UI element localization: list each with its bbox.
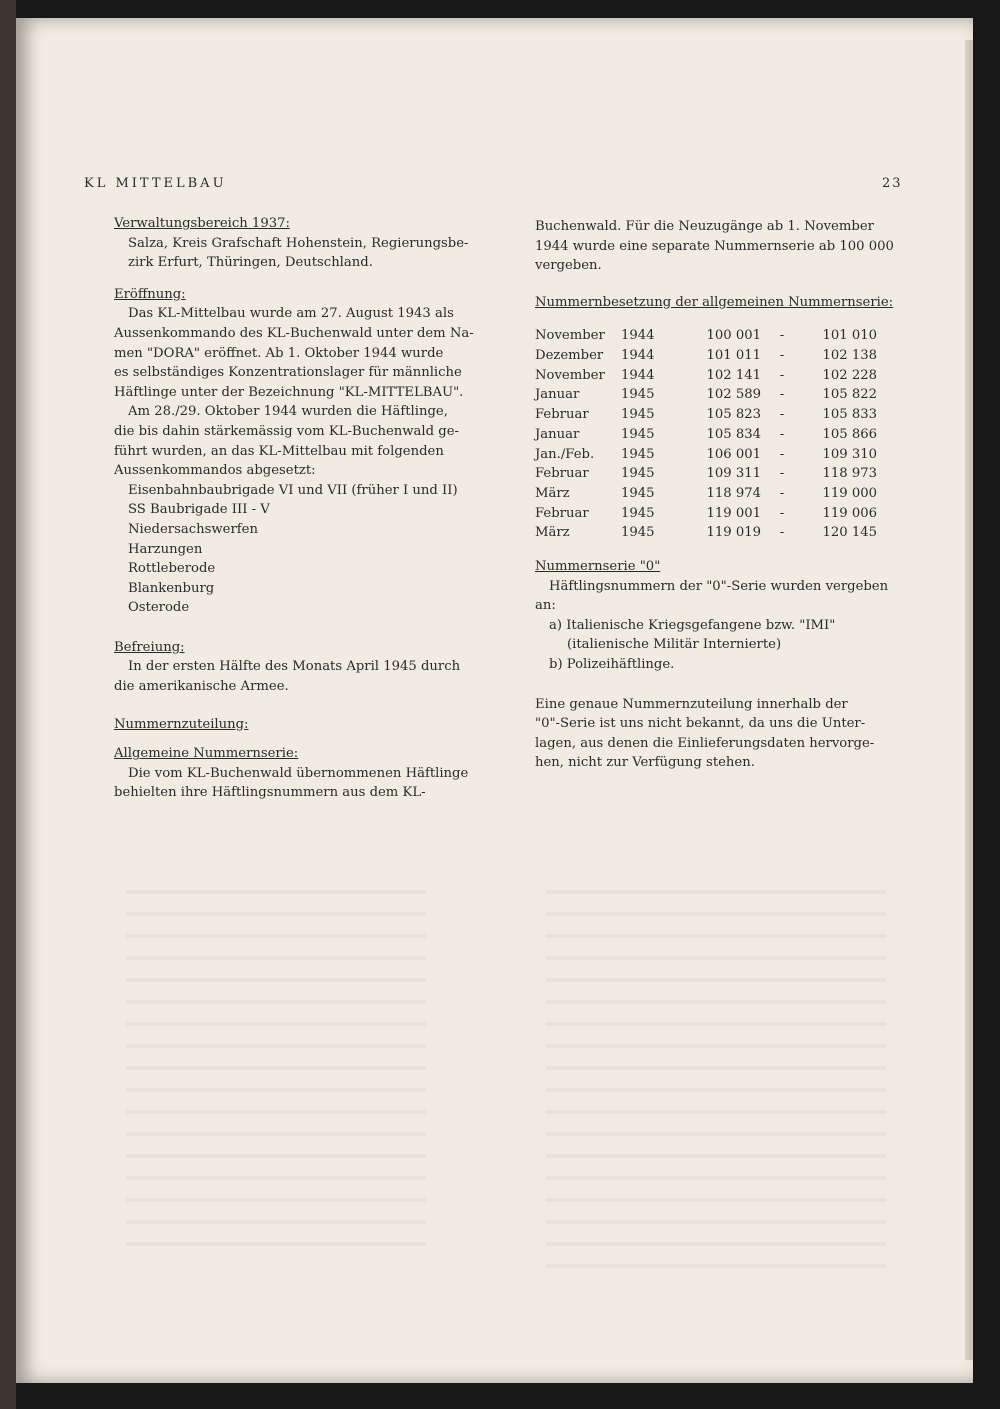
text-line: Buchenwald. Für die Neuzugänge ab 1. November xyxy=(535,219,874,234)
text-line: Am 28./29. Oktober 1944 wurden die Häftlinge, xyxy=(128,404,448,420)
list-item: (italienische Militär Internierte) xyxy=(567,637,782,653)
cell-from: 105 834 xyxy=(706,426,761,442)
cell-to: 102 138 xyxy=(822,348,877,364)
cell-dash: - xyxy=(779,367,785,383)
text-line: zirk Erfurt, Thüringen, Deutschland. xyxy=(128,255,373,271)
kommando-item: Harzungen xyxy=(128,541,203,557)
cell-to: 105 833 xyxy=(822,407,877,423)
cell-month: Januar xyxy=(535,426,580,442)
cell-month: November xyxy=(535,367,605,383)
cell-year: 1945 xyxy=(621,387,655,403)
cell-dash: - xyxy=(779,505,785,521)
binding-strip xyxy=(0,0,16,1409)
text-line: Häftlinge unter der Bezeichnung "KL-MITTELBAU". xyxy=(114,384,464,400)
cell-dash: - xyxy=(779,485,785,501)
right-column xyxy=(535,217,935,773)
cell-from: 119 001 xyxy=(706,505,761,521)
kommando-item: Niedersachswerfen xyxy=(128,521,258,537)
section-heading-verwaltung: Verwaltungsbereich 1937: xyxy=(114,216,290,231)
cell-month: Jan./Feb. xyxy=(535,446,595,462)
cell-from: 102 589 xyxy=(706,387,761,403)
table-row xyxy=(535,445,877,465)
cell-to: 118 973 xyxy=(822,466,877,482)
cell-to: 119 000 xyxy=(822,485,877,501)
cell-from: 101 011 xyxy=(706,348,761,364)
left-column xyxy=(114,214,514,803)
cell-dash: - xyxy=(779,348,785,364)
cell-dash: - xyxy=(779,407,785,423)
text-line: führt wurden, an das KL-Mittelbau mit folgenden xyxy=(114,443,444,459)
cell-year: 1944 xyxy=(621,328,655,344)
cell-year: 1945 xyxy=(621,446,655,462)
cell-to: 119 006 xyxy=(822,505,877,521)
text-line: Die vom KL-Buchenwald übernommenen Häftlinge xyxy=(128,765,469,781)
cell-year: 1945 xyxy=(621,426,655,442)
cell-to: 120 145 xyxy=(822,525,877,541)
section-heading-befreiung: Befreiung: xyxy=(114,639,185,655)
bleed-through-texture xyxy=(126,878,426,1258)
cell-month: März xyxy=(535,485,570,501)
text-line: 1944 wurde eine separate Nummernserie ab 100 000 xyxy=(535,238,894,254)
table-row xyxy=(535,464,877,484)
list-item: a) Italienische Kriegsgefangene bzw. "IMI" xyxy=(549,617,836,633)
cell-dash: - xyxy=(779,446,785,462)
cell-year: 1945 xyxy=(621,525,655,541)
cell-month: Dezember xyxy=(535,348,604,364)
cell-to: 102 228 xyxy=(822,367,877,383)
kommando-item: Blankenburg xyxy=(128,580,215,596)
cell-year: 1944 xyxy=(621,367,655,383)
section-heading-allgemeine: Allgemeine Nummernserie: xyxy=(114,746,299,762)
table-row xyxy=(535,425,877,445)
page-edge xyxy=(965,40,973,1360)
kommando-item: SS Baubrigade III - V xyxy=(128,502,270,518)
table-row xyxy=(535,484,877,504)
section-heading-serie0: Nummernserie "0" xyxy=(535,558,661,574)
table-row xyxy=(535,346,877,366)
table-row xyxy=(535,523,877,543)
cell-from: 102 141 xyxy=(706,367,761,383)
text-line: hen, nicht zur Verfügung stehen. xyxy=(535,755,755,771)
cell-month: Februar xyxy=(535,466,589,482)
table-row xyxy=(535,366,877,386)
cell-dash: - xyxy=(779,466,785,482)
list-item: b) Polizeihäftlinge. xyxy=(549,656,675,672)
text-line: Aussenkommandos abgesetzt: xyxy=(114,463,316,479)
cell-to: 105 822 xyxy=(822,387,877,403)
cell-to: 105 866 xyxy=(822,426,877,442)
cell-dash: - xyxy=(779,525,785,541)
cell-from: 118 974 xyxy=(706,485,761,501)
text-line: Aussenkommando des KL-Buchenwald unter dem Na- xyxy=(114,325,474,341)
cell-to: 109 310 xyxy=(822,446,877,462)
text-line: "0"-Serie ist uns nicht bekannt, da uns die Unter- xyxy=(535,716,866,732)
text-line: behielten ihre Häftlingsnummern aus dem KL- xyxy=(114,785,426,801)
table-row xyxy=(535,385,877,405)
text-line: an: xyxy=(535,598,556,614)
cell-from: 106 001 xyxy=(706,446,761,462)
cell-to: 101 010 xyxy=(822,328,877,344)
text-line: Salza, Kreis Grafschaft Hohenstein, Regierungsbe- xyxy=(128,235,469,251)
number-table xyxy=(535,326,877,543)
kommando-item: Eisenbahnbaubrigade VI und VII (früher I und II) xyxy=(128,482,458,498)
document-page xyxy=(16,18,973,1383)
cell-year: 1945 xyxy=(621,505,655,521)
bleed-through-texture xyxy=(546,878,886,1268)
kommando-item: Rottleberode xyxy=(128,561,216,577)
text-line: In der ersten Hälfte des Monats April 1945 durch xyxy=(128,659,461,675)
section-heading-nummernzuteilung: Nummernzuteilung: xyxy=(114,716,249,732)
cell-month: Februar xyxy=(535,407,589,423)
page-header-title: KL MITTELBAU xyxy=(84,176,227,191)
table-row xyxy=(535,405,877,425)
table-row xyxy=(535,326,877,346)
cell-from: 119 019 xyxy=(706,525,761,541)
section-heading-eroeffnung: Eröffnung: xyxy=(114,286,186,302)
page-number: 23 xyxy=(882,176,903,191)
cell-from: 109 311 xyxy=(706,466,761,482)
text-line: die amerikanische Armee. xyxy=(114,679,289,695)
cell-dash: - xyxy=(779,387,785,403)
cell-month: März xyxy=(535,525,570,541)
cell-from: 100 001 xyxy=(706,328,761,344)
cell-from: 105 823 xyxy=(706,407,761,423)
text-line: men "DORA" eröffnet. Ab 1. Oktober 1944 wurde xyxy=(114,345,444,361)
text-line: es selbständiges Konzentrationslager für männliche xyxy=(114,365,462,381)
cell-month: Januar xyxy=(535,387,580,403)
cell-year: 1945 xyxy=(621,407,655,423)
cell-year: 1945 xyxy=(621,466,655,482)
cell-year: 1945 xyxy=(621,485,655,501)
cell-year: 1944 xyxy=(621,348,655,364)
cell-dash: - xyxy=(779,328,785,344)
text-line: die bis dahin stärkemässig vom KL-Buchenwald ge- xyxy=(114,423,459,439)
text-line: vergeben. xyxy=(535,258,602,274)
text-line: Häftlingsnummern der "0"-Serie wurden vergeben xyxy=(549,578,889,594)
cell-dash: - xyxy=(779,426,785,442)
cell-month: Februar xyxy=(535,505,589,521)
text-line: lagen, aus denen die Einlieferungsdaten hervorge- xyxy=(535,735,875,751)
text-line: Das KL-Mittelbau wurde am 27. August 1943 als xyxy=(128,306,454,322)
cell-month: November xyxy=(535,328,605,344)
kommando-item: Osterode xyxy=(128,600,190,616)
section-heading-besetzung: Nummernbesetzung der allgemeinen Nummernserie: xyxy=(535,294,894,310)
table-row xyxy=(535,504,877,524)
text-line: Eine genaue Nummernzuteilung innerhalb der xyxy=(535,696,848,712)
